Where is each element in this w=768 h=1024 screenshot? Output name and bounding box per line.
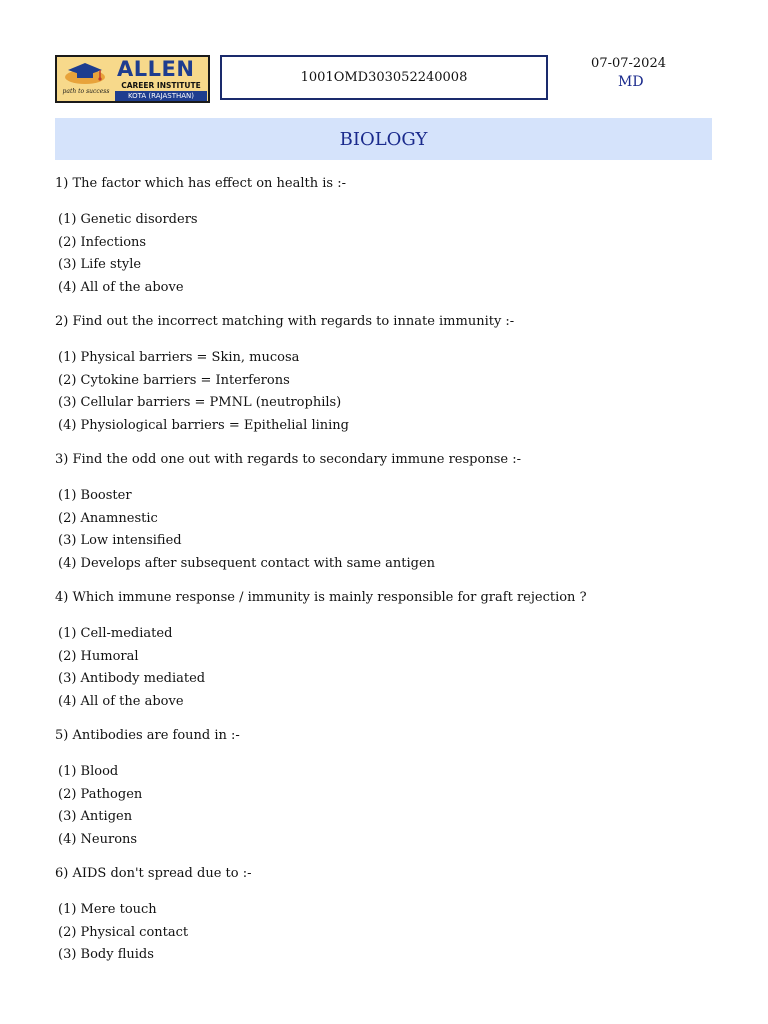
option-item: (1) Cell-mediated <box>58 626 173 641</box>
logo-brand: ALLEN <box>117 57 195 81</box>
option-item: (4) All of the above <box>58 693 184 709</box>
question-text: 5) Antibodies are found in :- <box>55 728 240 743</box>
option-item: (4) Neurons <box>58 831 138 847</box>
option-item: (3) Cellular barriers = PMNL (neutrophils) <box>58 395 342 410</box>
subject-title: BIOLOGY <box>339 128 428 150</box>
option-item: (3) Body fluids <box>58 947 154 962</box>
option-item: (2) Infections <box>58 234 147 250</box>
question-1 <box>55 174 715 299</box>
graduation-cap-icon <box>60 60 110 86</box>
question-3 <box>55 450 715 575</box>
question-text: 2) Find out the incorrect matching with regards to innate immunity :- <box>55 314 515 329</box>
paper-id-box <box>220 55 548 100</box>
question-4 <box>55 588 715 713</box>
question-text: 4) Which immune response / immunity is mainly responsible for graft rejection ? <box>55 590 587 605</box>
option-item: (4) All of the above <box>58 279 184 295</box>
option-list <box>55 485 715 575</box>
option-list <box>55 623 715 713</box>
option-list <box>55 761 715 851</box>
question-text: 1) The factor which has effect on health is :- <box>55 176 346 191</box>
allen-logo <box>55 55 210 103</box>
option-item: (3) Antibody mediated <box>58 671 206 686</box>
option-item: (1) Physical barriers = Skin, mucosa <box>58 350 300 365</box>
question-text: 6) AIDS don't spread due to :- <box>55 866 252 881</box>
question-list <box>55 174 715 980</box>
paper-id: 1001OMD303052240008 <box>300 70 468 85</box>
option-item: (2) Anamnestic <box>58 510 158 526</box>
option-item: (4) Physiological barriers = Epithelial lining <box>58 417 350 433</box>
option-list <box>55 899 715 967</box>
logo-city: KOTA (RAJASTHAN) <box>115 91 207 101</box>
option-item: (1) Mere touch <box>58 902 157 917</box>
option-item: (1) Booster <box>58 488 132 503</box>
option-item: (3) Life style <box>58 257 142 272</box>
option-item: (2) Humoral <box>58 648 139 664</box>
paper-code: MD <box>618 74 644 90</box>
question-5 <box>55 726 715 851</box>
question-6 <box>55 864 715 967</box>
logo-tagline: path to success <box>62 88 110 95</box>
question-text: 3) Find the odd one out with regards to secondary immune response :- <box>55 452 521 467</box>
subject-bar <box>55 118 712 160</box>
option-item: (2) Cytokine barriers = Interferons <box>58 372 290 388</box>
exam-date: 07-07-2024 <box>591 56 666 71</box>
option-item: (3) Low intensified <box>58 533 182 548</box>
option-item: (1) Genetic disorders <box>58 212 198 227</box>
option-list <box>55 347 715 437</box>
logo-subtitle: CAREER INSTITUTE <box>121 81 201 90</box>
question-2 <box>55 312 715 437</box>
option-item: (2) Pathogen <box>58 786 143 802</box>
option-item: (1) Blood <box>58 764 119 779</box>
option-item: (3) Antigen <box>58 809 133 824</box>
logo-text-block <box>113 57 208 101</box>
option-item: (4) Develops after subsequent contact with same antigen <box>58 555 436 571</box>
option-list <box>55 209 715 299</box>
option-item: (2) Physical contact <box>58 924 189 940</box>
